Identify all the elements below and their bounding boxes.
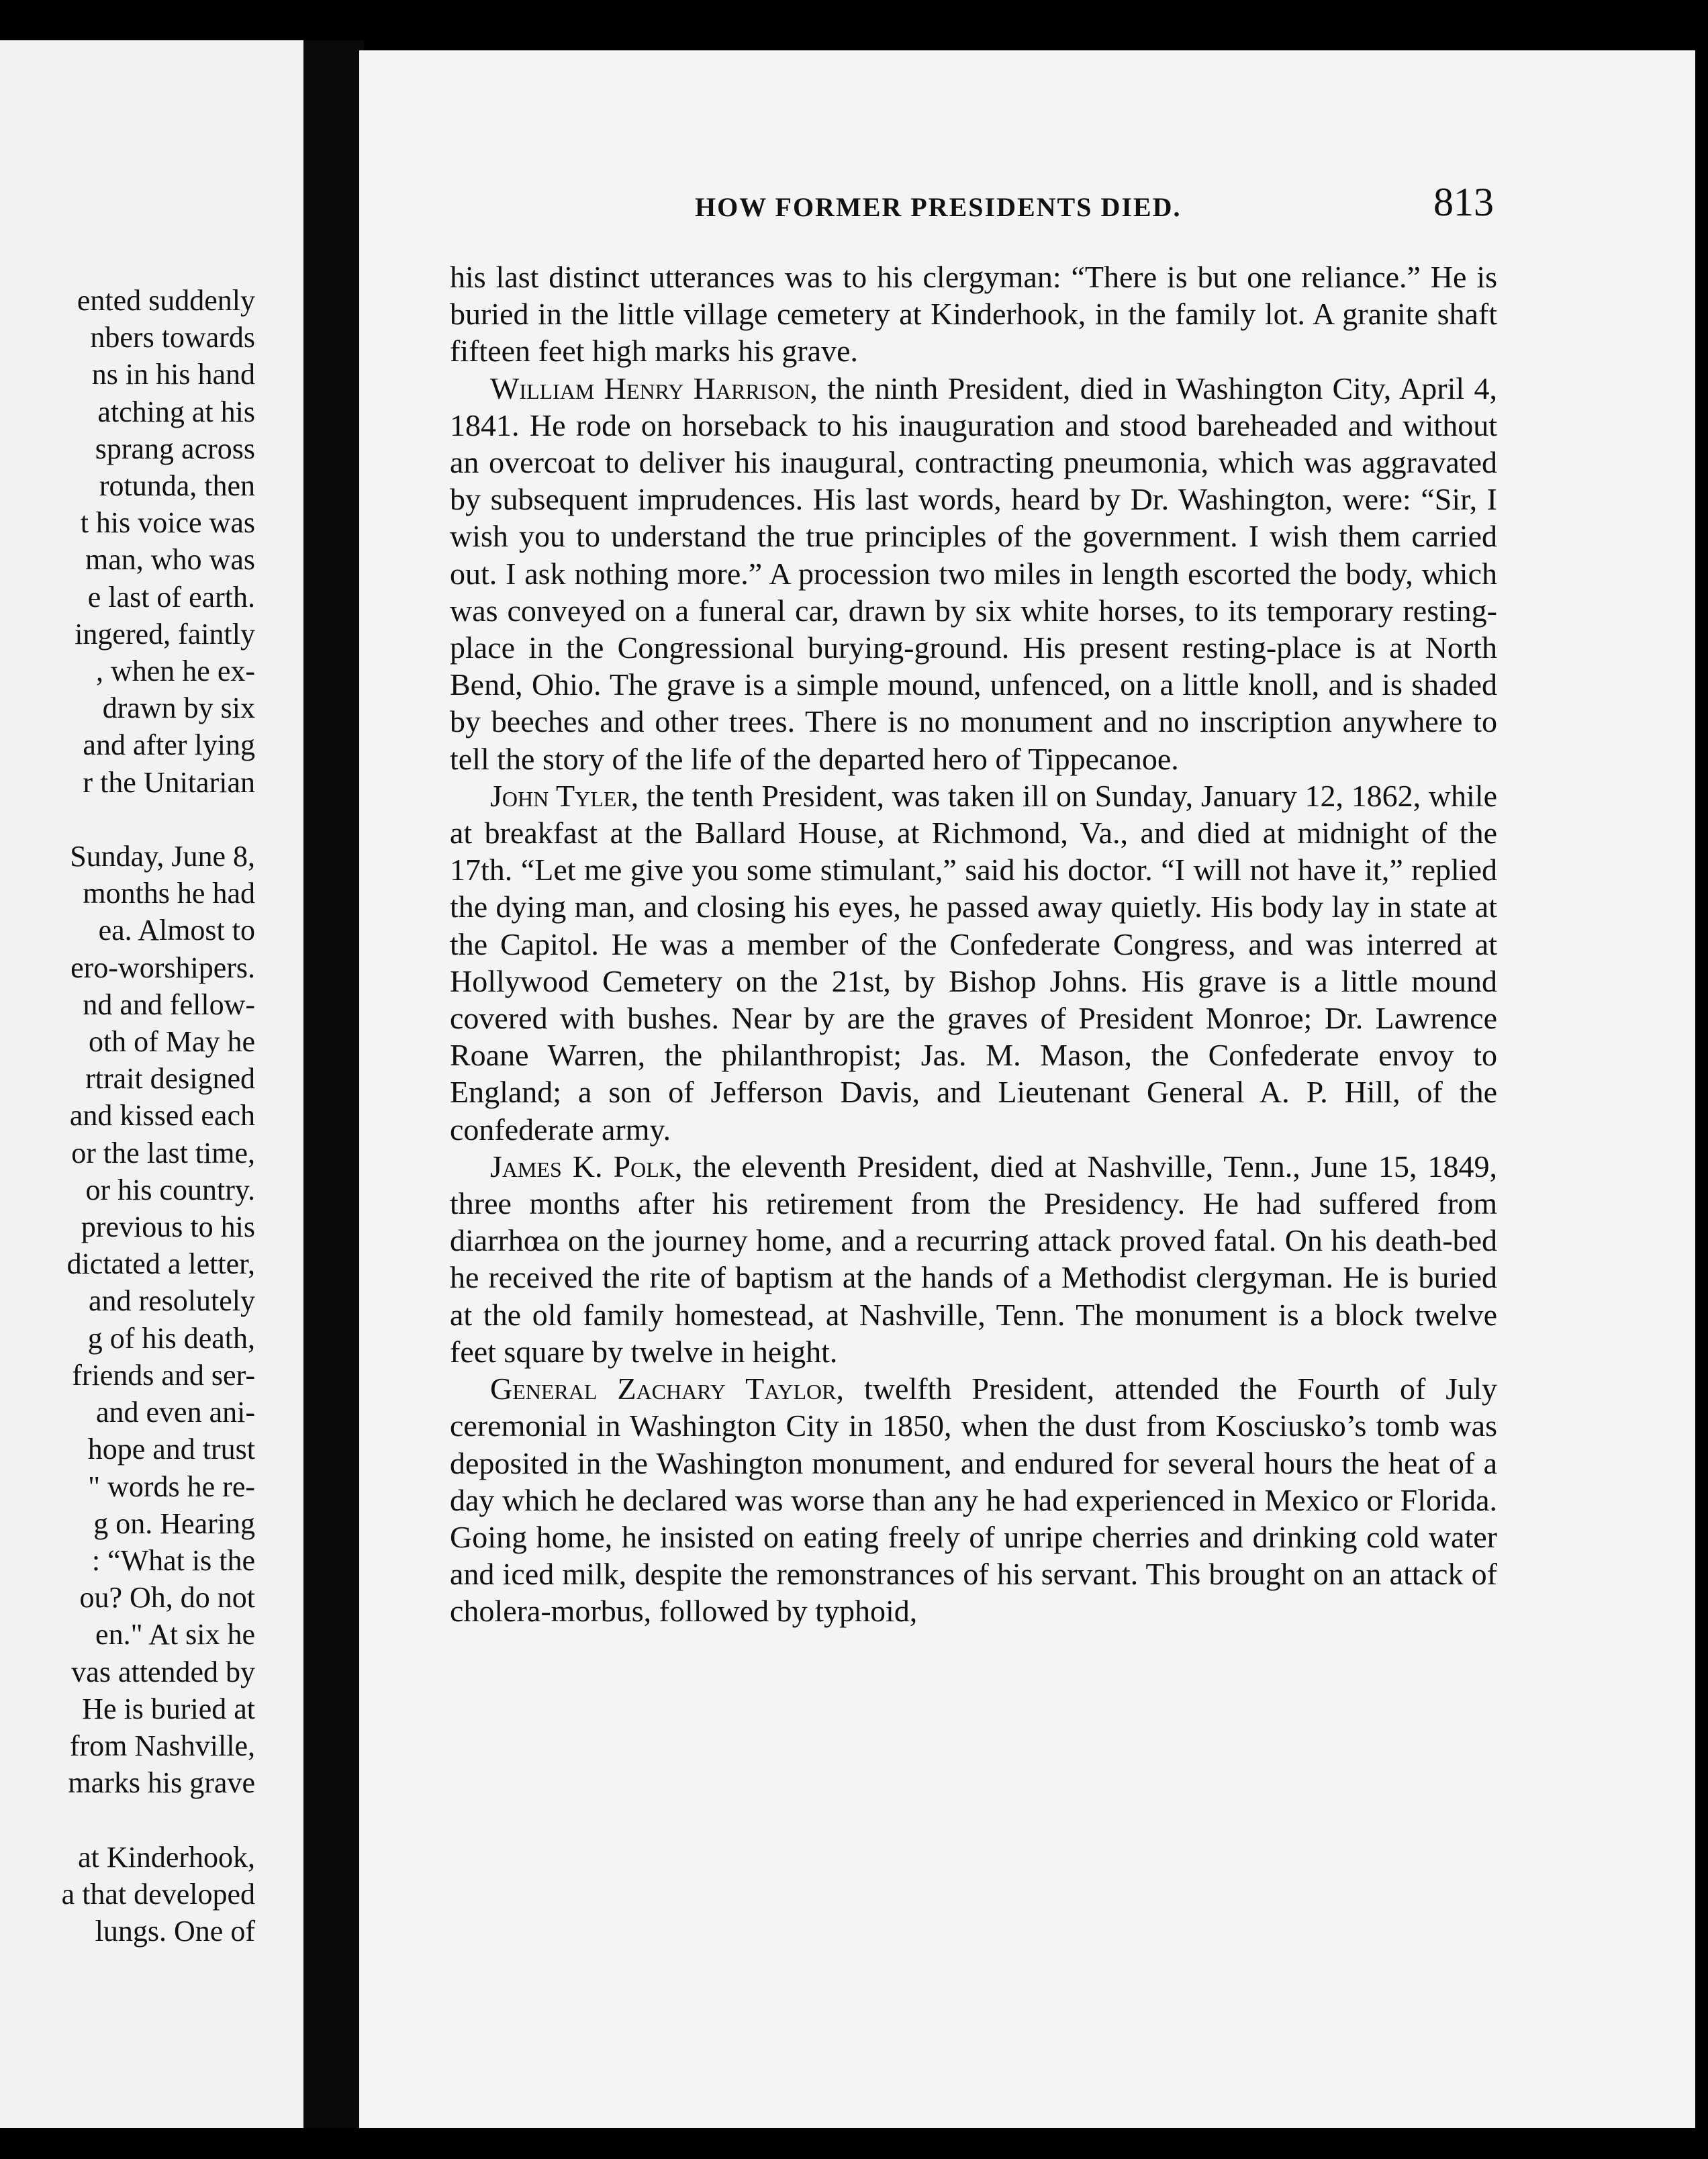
left-page-line: g on. Hearing xyxy=(93,1506,255,1540)
left-page-line: marks his grave xyxy=(68,1766,255,1800)
left-page-line: " words he re- xyxy=(88,1470,255,1503)
left-page-line: en." At six he xyxy=(95,1618,255,1651)
paragraph-continuation xyxy=(450,258,1497,370)
paragraph-taylor xyxy=(450,1370,1497,1629)
left-page-line: nd and fellow- xyxy=(83,988,255,1021)
left-page-line: Sunday, June 8, xyxy=(70,840,255,873)
left-page-line: or his country. xyxy=(85,1173,255,1206)
left-page-line: : “What is the xyxy=(91,1543,255,1577)
left-page-line: man, who was xyxy=(85,543,255,577)
left-page-line: dictated a letter, xyxy=(66,1247,255,1281)
left-page-line: drawn by six xyxy=(102,691,255,725)
paragraph-lead: John Tyler xyxy=(490,778,631,813)
body-text xyxy=(450,258,1497,1630)
left-page-line: previous to his xyxy=(81,1210,255,1244)
left-page-line: or the last time, xyxy=(71,1136,255,1169)
page-number: 813 xyxy=(1433,180,1494,224)
left-page xyxy=(0,40,303,2128)
left-page-line: , when he ex- xyxy=(95,655,255,688)
left-page-line: ingered, faintly xyxy=(75,617,255,651)
left-page-line: a that developed xyxy=(61,1877,255,1911)
left-page-line: hope and trust xyxy=(87,1433,255,1466)
left-page-line: oth of May he xyxy=(88,1025,255,1059)
left-page-line xyxy=(0,801,255,838)
left-page-line: ns in his hand xyxy=(91,358,255,391)
paragraph-polk xyxy=(450,1148,1497,1370)
left-page-line: at Kinderhook, xyxy=(78,1840,255,1874)
paragraph-harrison xyxy=(450,370,1497,777)
left-page-line: nbers towards xyxy=(90,321,255,354)
left-page-line xyxy=(0,1801,255,1838)
paragraph-text: his last distinct utterances was to his clergyman: “There is but one reliance.” He is buried in the little village cemetery at Kinderhook, in the family lot. A granite shaft fifteen feet high marks his grave. xyxy=(450,260,1497,369)
left-page-line: r the Unitarian xyxy=(83,765,255,799)
left-page-line: ero-worshipers. xyxy=(70,951,255,984)
paragraph-lead: William Henry Harrison xyxy=(490,371,810,405)
left-page-text xyxy=(0,282,255,1950)
left-page-line: g of his death, xyxy=(87,1321,255,1355)
paragraph-text: , the ninth President, died in Washington City, April 4, 1841. He rode on horseback to his inauguration and stood bareheaded and without an overcoat to deliver his inaugural, contracting pneumonia, which was aggravated by subsequent imprudences. His last words, heard by Dr. Washington, were: “Sir, I wish you to understand the true principles of the government. I wish them carried out. I ask nothing more.” A procession two miles in length escorted the body, which was conveyed on a funeral car, drawn by six white horses, to its temporary resting-place in the Congressional burying-ground. His present resting-place is at North Bend, Ohio. The grave is a simple mound, unfenced, on a little knoll, and is shaded by beeches and other trees. There is no monument and no inscription anywhere to tell the story of the life of the departed hero of Tippecanoe. xyxy=(450,371,1498,776)
right-page xyxy=(359,50,1695,2128)
left-page-line: ea. Almost to xyxy=(98,914,255,947)
paragraph-tyler xyxy=(450,777,1497,1148)
left-page-line: sprang across xyxy=(95,432,255,465)
book-gutter xyxy=(303,40,364,2128)
left-page-line: He is buried at xyxy=(82,1692,255,1725)
left-page-line: rotunda, then xyxy=(99,469,255,503)
left-page-line: lungs. One of xyxy=(95,1914,255,1948)
left-page-line: and resolutely xyxy=(88,1284,255,1318)
left-page-line: and kissed each xyxy=(69,1099,255,1133)
paragraph-text: , twelfth President, attended the Fourth of July ceremonial in Washington City in 1850, when the dust from Kosciusko’s tomb was deposited in the Washington monument, and endured for several hours the heat of a day which he declared was worse than any he had experienced in Mexico or Florida. Going home, he insisted on eating freely of unripe cherries and drinking cold water and iced milk, despite the remonstrances of his servant. This brought on an attack of cholera-morbus, followed by typhoid, xyxy=(450,1372,1497,1629)
left-page-line: and even ani- xyxy=(96,1396,255,1429)
running-head: HOW FORMER PRESIDENTS DIED. xyxy=(695,192,1182,222)
left-page-line: ou? Oh, do not xyxy=(79,1581,255,1615)
paragraph-text: , the eleventh President, died at Nashville, Tenn., June 15, 1849, three months after his retirement from the Presidency. He had suffered from diarrhœa on the journey home, and a recurring attack proved fatal. On his death-bed he received the rite of baptism at the hands of a Methodist clergyman. He is buried at the old family homestead, at Nashville, Tenn. The monument is a block twelve feet square by twelve in height. xyxy=(450,1149,1497,1369)
left-page-line: friends and ser- xyxy=(72,1358,255,1392)
paragraph-lead: General Zachary Taylor xyxy=(490,1372,837,1406)
paragraph-text: , the tenth President, was taken ill on Sunday, January 12, 1862, while at breakfast at the Ballard House, at Richmond, Va., and died at midnight of the 17th. “Let me give you some stimulant,” said his doctor. “I will not have it,” replied the dying man, and closing his eyes, he passed away quietly. His body lay in state at the Capitol. He was a member of the Confederate Congress, and was interred at Hollywood Cemetery on the 21st, by Bishop Johns. His grave is a little mound covered with bushes. Near by are the graves of President Monroe; Dr. Lawrence Roane Warren, the philanthropist; Jas. M. Mason, the Confederate envoy to England; a son of Jefferson Davis, and Lieutenant General A. P. Hill, of the confederate army. xyxy=(450,778,1497,1147)
paragraph-lead: James K. Polk xyxy=(490,1149,675,1184)
left-page-line: vas attended by xyxy=(71,1655,255,1688)
left-page-line: months he had xyxy=(83,877,255,910)
left-page-line: ented suddenly xyxy=(77,284,255,317)
left-page-line: rtrait designed xyxy=(85,1062,255,1096)
left-page-line: and after lying xyxy=(83,728,255,762)
left-page-line: t his voice was xyxy=(80,506,255,540)
left-page-line: atching at his xyxy=(97,395,255,428)
left-page-line: e last of earth. xyxy=(87,580,255,614)
left-page-line: from Nashville, xyxy=(69,1729,255,1762)
